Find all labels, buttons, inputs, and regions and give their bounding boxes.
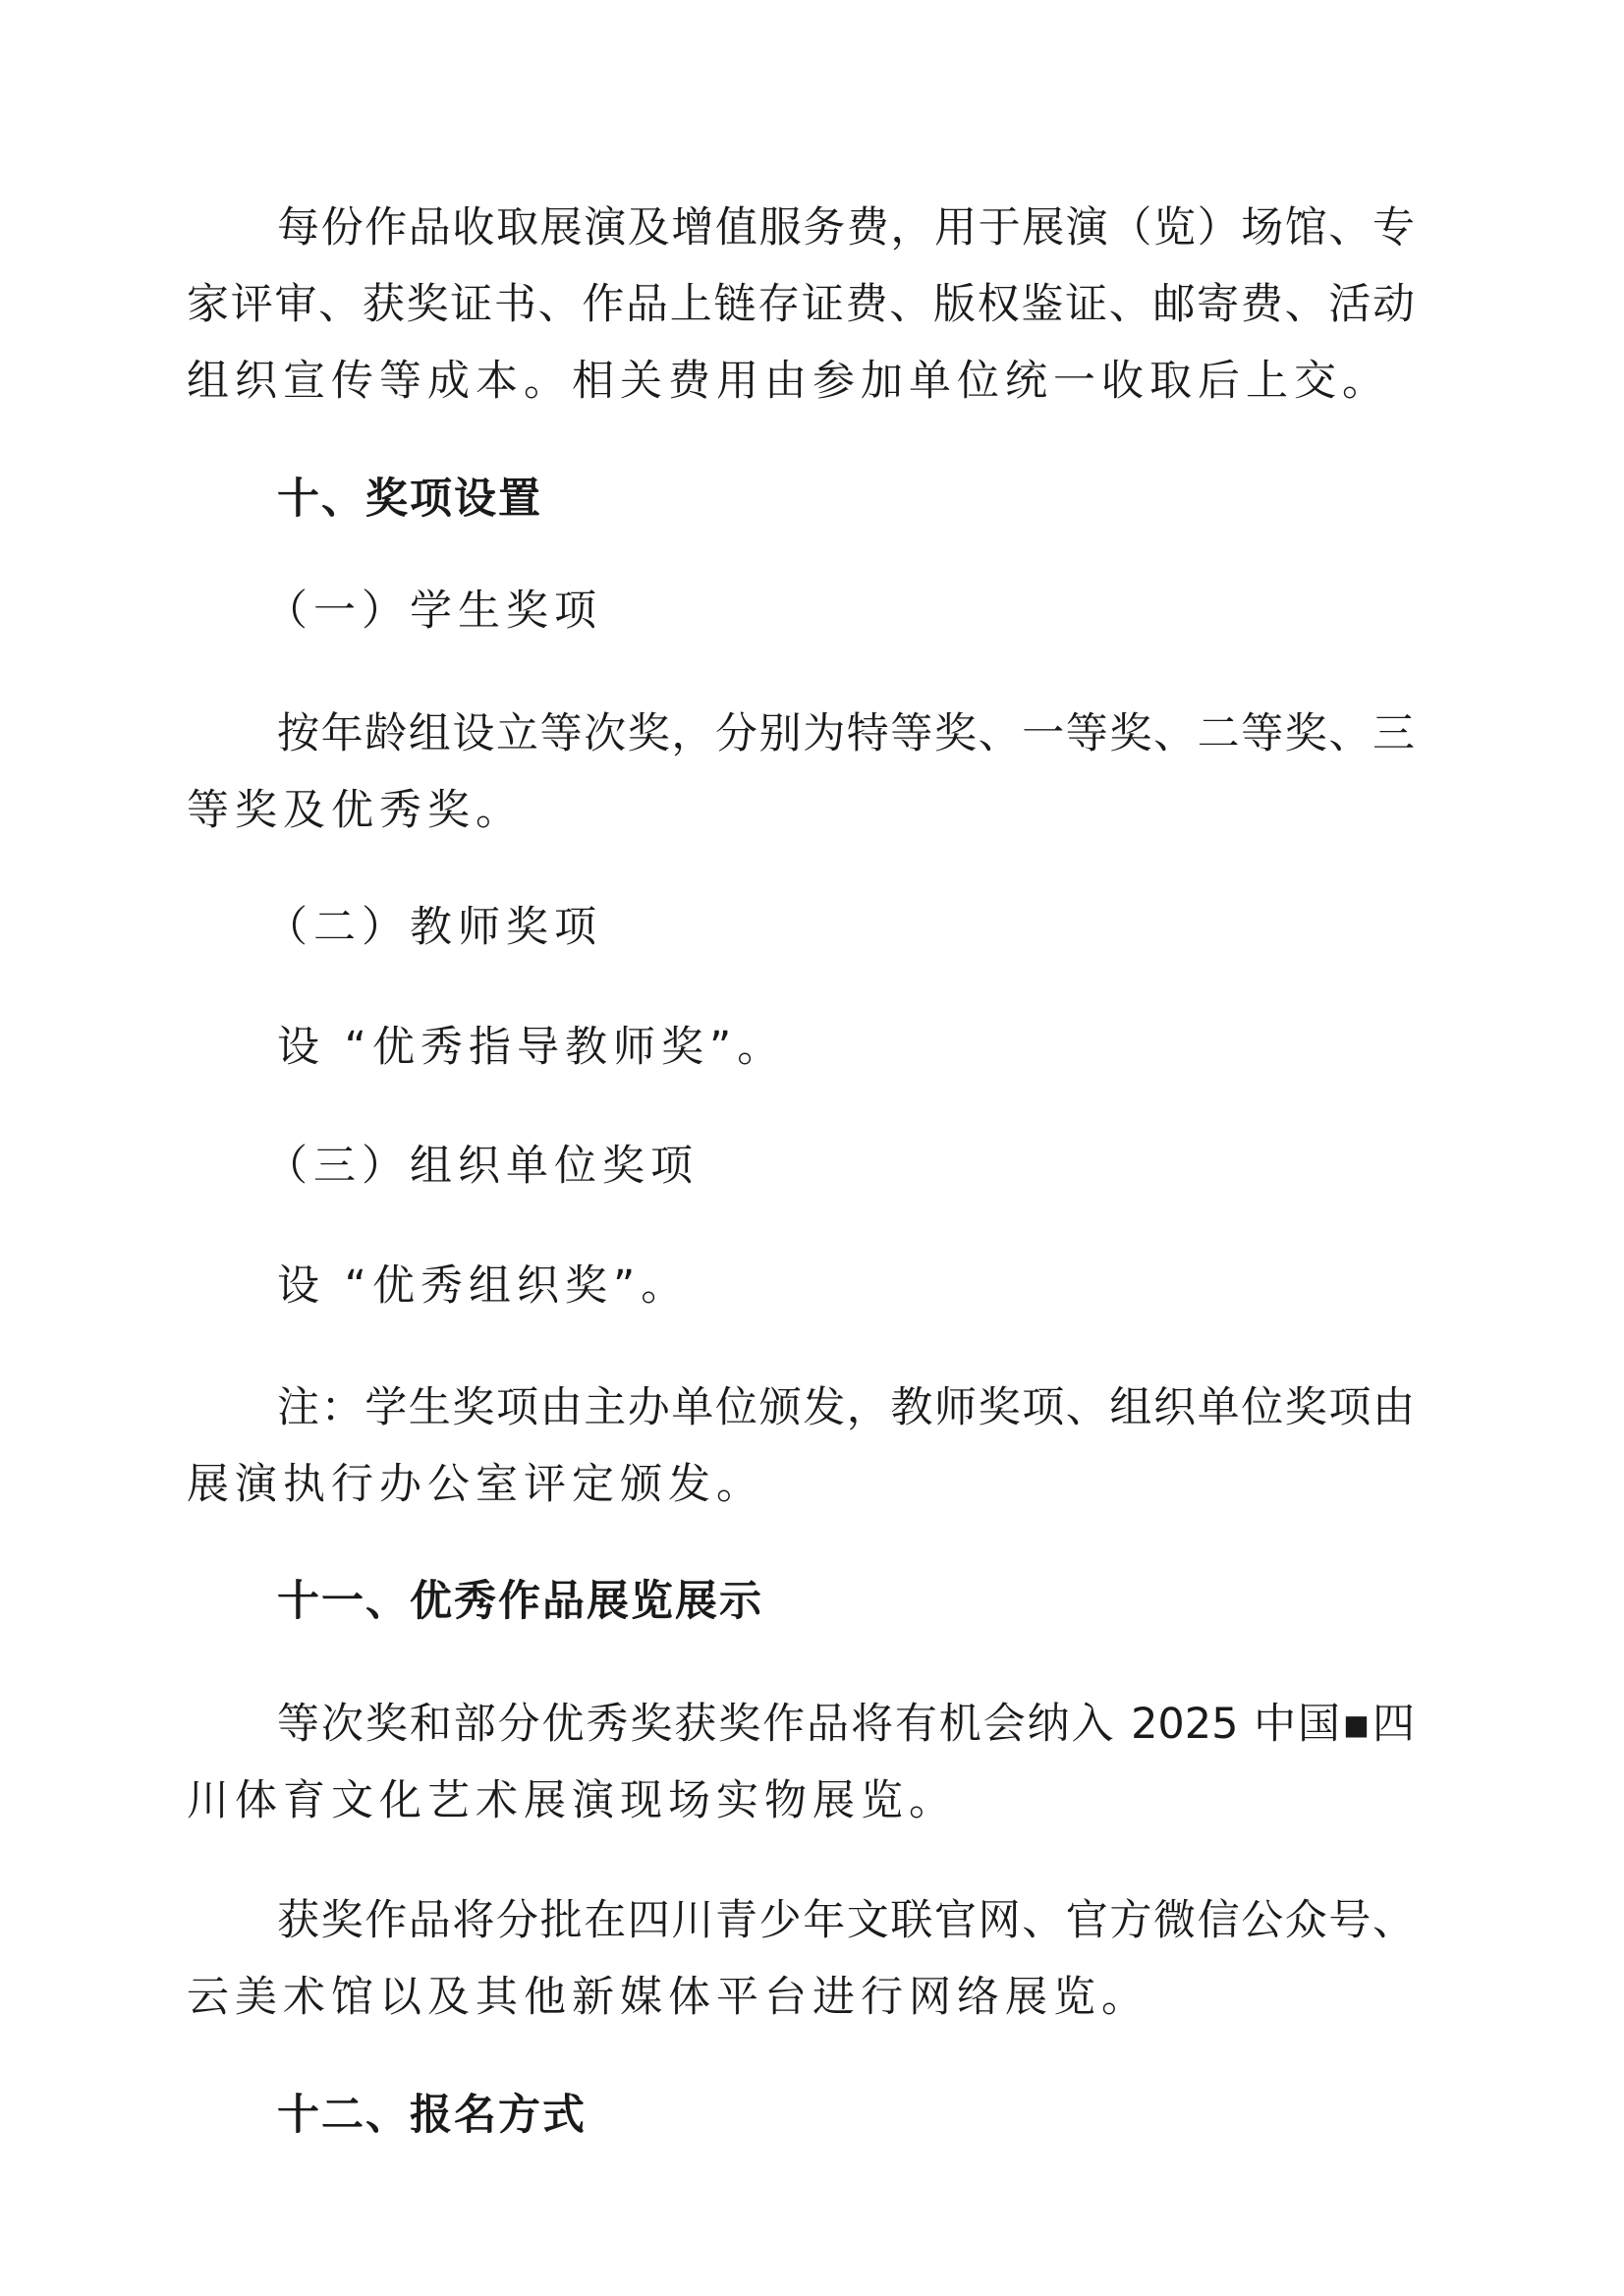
fee-paragraph-line-3: 组织宣传等成本。相关费用由参加单位统一收取后上交。 <box>187 357 1390 406</box>
exhibition-paragraph-2-line-1: 获奖作品将分批在四川青少年文联官网、官方微信公众号、 <box>277 1896 1415 1945</box>
exhibition-paragraph-2-line-2: 云美术馆以及其他新媒体平台进行网络展览。 <box>187 1973 1149 2022</box>
section-11-heading: 十一、优秀作品展览展示 <box>277 1577 763 1626</box>
subheading-student-awards: （一）学生奖项 <box>265 587 602 636</box>
fee-paragraph-line-1: 每份作品收取展演及增值服务费，用于展演（览）场馆、专 <box>277 203 1415 252</box>
exhibition-paragraph-1-line-1: 等次奖和部分优秀奖获奖作品将有机会纳入 2025 中国▪四 <box>277 1700 1415 1749</box>
student-awards-paragraph-line-2: 等奖及优秀奖。 <box>187 786 524 835</box>
section-12-heading: 十二、报名方式 <box>277 2091 587 2140</box>
organizer-awards-paragraph: 设 “优秀组织奖”。 <box>277 1261 690 1311</box>
section-10-heading: 十、奖项设置 <box>277 475 542 524</box>
note-paragraph-line-2: 展演执行办公室评定颁发。 <box>187 1460 764 1509</box>
subheading-organizer-awards: （三）组织单位奖项 <box>265 1142 699 1191</box>
teacher-awards-paragraph: 设 “优秀指导教师奖”。 <box>277 1023 786 1072</box>
fee-paragraph-line-2: 家评审、获奖证书、作品上链存证费、版权鉴证、邮寄费、活动 <box>187 280 1415 329</box>
subheading-teacher-awards: （二）教师奖项 <box>265 903 602 952</box>
student-awards-paragraph-line-1: 按年龄组设立等次奖，分别为特等奖、一等奖、二等奖、三 <box>277 709 1415 758</box>
note-paragraph-line-1: 注：学生奖项由主办单位颁发，教师奖项、组织单位奖项由 <box>277 1383 1415 1432</box>
exhibition-paragraph-1-line-2: 川体育文化艺术展演现场实物展览。 <box>187 1776 957 1825</box>
